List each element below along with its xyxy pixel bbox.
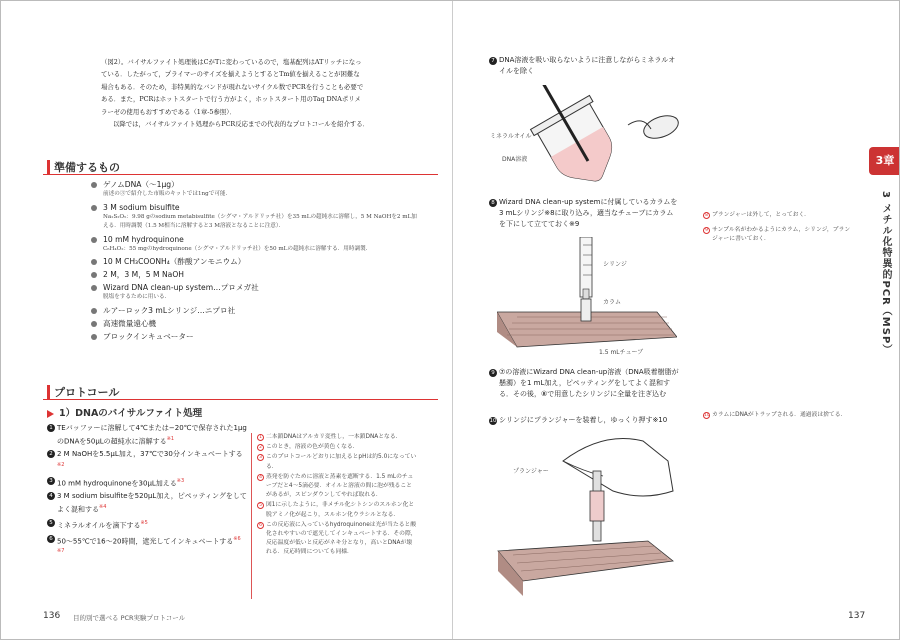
label-column: カラム <box>603 299 621 306</box>
side-notes <box>703 411 853 420</box>
step-number: 8 <box>489 199 497 207</box>
step-text: シリンジにプランジャーを装着し，ゆっくり押す※10 <box>499 416 668 424</box>
prep-heading-title: 準備するもの <box>54 161 120 174</box>
intro-line: 場合もある．そのため，非特異的なバンドが現れないサイクル数でPCRを行うことも必要で <box>101 82 364 91</box>
plunger-illustration <box>493 431 683 601</box>
note-number: 4 <box>257 474 264 481</box>
prep-item <box>91 331 421 342</box>
prep-list <box>91 179 421 344</box>
side-notes <box>703 211 853 245</box>
step-note-mark: ※3 <box>176 477 185 484</box>
note-text: カラムにDNAがトラップされる．通過液は捨てる． <box>712 412 847 418</box>
right-page <box>453 1 900 640</box>
prep-item <box>91 318 421 329</box>
intro-line: ラーゼの使用もおすすめである（1章-5参照）． <box>101 107 236 116</box>
heading-bar <box>47 160 50 174</box>
note-text: このとき，溶液の色が黄色くなる． <box>266 444 359 451</box>
step-note-mark: ※2 <box>57 461 65 468</box>
prep-item-name: 2 M，3 M，5 M NaOH <box>103 270 185 279</box>
page-number: 137 <box>848 611 866 621</box>
protocol-step <box>47 534 247 560</box>
label-dna-solution: DNA溶液 <box>502 156 528 163</box>
bullet-icon <box>91 272 97 278</box>
side-note <box>257 443 417 452</box>
step-text: 3 M sodium bisulfiteを520μL加え，ピペッティングをしてよく混和する <box>57 492 247 514</box>
step-number: 9 <box>489 369 497 377</box>
prep-item-name: 10 M CH₃COONH₄（酢酸アンモニウム） <box>103 257 246 266</box>
side-note <box>703 211 853 220</box>
note-text: 図1に示したように，非メチル化シトシンのスルホン化と脱アミノ化が起こり，スルホン化ウラシルとなる． <box>266 502 415 518</box>
step-text: 50〜55℃で16〜20時間，遮光してインキュベートする <box>57 536 234 545</box>
step-text: TEバッファーに溶解して4℃または−20℃で保存された1μgのDNAを50μLの超純水に溶解する <box>57 424 247 445</box>
intro-line: 以降では，バイサルファイト処理からPCR反応までの代表的なプロトコールを紹介する． <box>113 120 370 129</box>
prep-item <box>91 256 421 267</box>
note-text: このプロトコールどおりに加えるとpHは約5.0になっている． <box>266 454 417 470</box>
step-text: ⑦の溶液にWizard DNA clean-up溶液（DNA吸着樹脂が懸濁）を1 mL加え，ピペッティングをしてよく混和する．その後，⑧で用意したシリンジに全量を注ぎ込む <box>499 368 679 398</box>
chapter-tab: 3章 <box>869 147 900 175</box>
note-number: 3 <box>257 454 264 461</box>
note-number: 9 <box>703 227 710 234</box>
prep-item-name: 10 mM hydroquinone <box>103 234 184 244</box>
heading-bar <box>47 385 50 399</box>
footer-title: 目的別で選べる PCR実験プロトコール <box>73 614 186 622</box>
bullet-icon <box>91 182 97 188</box>
tube-illustration <box>483 85 693 195</box>
step-text: 2 M NaOHを5.5μL加え，37℃で30分インキュベートする <box>57 450 243 459</box>
protocol-step <box>47 518 247 531</box>
prep-heading <box>43 159 438 175</box>
intro-line: ある．また，PCRはホットスタートで行う方がよく，ホットスタート用のTaq DNAポリメ <box>101 95 361 104</box>
side-note <box>257 453 417 471</box>
step-number: 6 <box>47 535 55 543</box>
protocol-subheading-text: 1）DNAのバイサルファイト処理 <box>59 408 203 419</box>
note-text: 蒸発を防ぐために溶液と蒸素を遮断する．1.5 mLのチューブだと4〜5滴必要．オイルと溶液の間に泡が残ることがあるが，スピンダウンしてやれば取れる． <box>266 473 414 499</box>
protocol-step <box>489 415 679 426</box>
step-number: 3 <box>47 477 55 485</box>
prep-item-note: Na₂S₂O₅：9.98 gのsodium metabisulfite（シグマ・アルドリッチ社）を35 mLの超純水に溶解し，5 M NaOHを2 mL加える．用時調製（1.5 M相当に溶解すると3 M溶液となることに注意）． <box>103 213 417 229</box>
note-number: 10 <box>704 413 710 418</box>
prep-item-name: ブロックインキュベーター <box>103 331 194 341</box>
label-plunger: プランジャー <box>513 468 549 475</box>
protocol-step <box>489 55 679 77</box>
note-text: 二本鎖DNAはアルカリ変性し，一本鎖DNAとなる． <box>266 434 402 440</box>
protocol-steps <box>47 423 247 562</box>
intro-paragraph <box>101 56 421 130</box>
protocol-step <box>47 476 247 489</box>
bullet-icon <box>91 321 97 327</box>
side-notes <box>257 433 417 559</box>
bullet-icon <box>91 205 97 211</box>
intro-line: （図2）。バイサルファイト処理後はCがTに変わっているので，塩基配列はATリッチになっ <box>101 58 362 66</box>
step-note-mark: ※1 <box>166 435 175 442</box>
side-title: 3 メチル化特異的PCR（MSP） <box>880 191 891 356</box>
prep-item <box>91 202 421 232</box>
step-text: Wizard DNA clean-up systemに付属しているカラムを3 mLシリンジ※8に取り込み，適当なチューブにカラムを下にして立てておく※9 <box>499 198 678 228</box>
syringe-column-illustration <box>497 237 677 357</box>
step-number: 2 <box>47 450 55 458</box>
note-text: この反応液に入っているhydroquinoneは光が当たると酸化されやすいので遮光してインキュベートする．その際，反応温度が低いと反応がネキ分となり，高いとDNAが壊れる．反応時間についても同様． <box>266 521 417 556</box>
side-note <box>257 501 417 519</box>
step-number: 7 <box>489 57 497 65</box>
prep-item-name: 3 M sodium bisulfite <box>103 202 180 212</box>
prep-item <box>91 282 421 303</box>
step-text: ミネラルオイルを滴下する <box>57 521 141 530</box>
side-note <box>257 521 417 558</box>
bullet-icon <box>91 237 97 243</box>
protocol-step <box>489 367 679 400</box>
left-page <box>1 1 453 640</box>
side-note <box>257 433 417 442</box>
note-number: 8 <box>703 212 710 219</box>
protocol-step <box>47 423 247 446</box>
side-note <box>703 411 853 420</box>
step-number: 5 <box>47 519 55 527</box>
prep-item <box>91 234 421 255</box>
note-text: プランジャーは外して，とっておく． <box>712 212 810 218</box>
bullet-icon <box>91 334 97 340</box>
step-number: 1 <box>47 424 55 432</box>
prep-item <box>91 269 421 280</box>
step-note-mark: ※5 <box>140 519 148 526</box>
note-number: 6 <box>257 522 264 529</box>
prep-item-name: ゲノムDNA（〜1μg） <box>103 180 179 189</box>
protocol-subheading <box>47 405 202 419</box>
prep-item-note: C₆H₄O₂：55 mgのhydroquinone（シグマ・アルドリッチ社）を50 mLの超純水に溶解する．用時調製． <box>103 245 372 252</box>
step-number: 4 <box>47 492 55 500</box>
label-mineral-oil: ミネラルオイル <box>490 133 532 140</box>
bullet-icon <box>91 259 97 265</box>
step-number: 10 <box>489 418 497 424</box>
note-text: サンプル名がわかるようにカラム，シリンジ，プランジャーに書いておく． <box>712 227 851 243</box>
protocol-heading-title: プロトコール <box>54 386 120 399</box>
prep-item-name: Wizard DNA clean-up system…プロメガ社 <box>103 283 259 292</box>
prep-item <box>91 179 421 200</box>
bullet-icon <box>91 285 97 291</box>
notes-divider <box>251 433 252 599</box>
page-number: 136 <box>43 611 61 621</box>
step-note-mark: ※4 <box>99 503 107 510</box>
triangle-icon <box>47 410 54 418</box>
step-text: 10 mM hydroquinoneを30μL加える <box>57 478 177 487</box>
intro-line: ている．したがって，プライマーのサイズを揃えようとするとTm値を揃えることが困難な <box>101 70 360 79</box>
step-text: DNA溶液を吸い取らないように注意しながらミネラルオイルを除く <box>499 56 676 75</box>
prep-item-name: ルアーロック3 mLシリンジ…ニプロ社 <box>103 305 236 315</box>
note-number: 2 <box>257 444 264 451</box>
prep-item-note: 脱塩をするために用いる． <box>103 294 171 300</box>
note-number: 1 <box>257 434 264 441</box>
prep-item <box>91 305 421 316</box>
protocol-step <box>47 491 247 514</box>
label-tube: 1.5 mLチューブ <box>599 349 644 356</box>
prep-item-name: 高速微量遠心機 <box>103 318 157 328</box>
prep-item-note: 前述の③で紹介した市販のキットでは1ngで可能． <box>103 191 232 197</box>
protocol-step <box>47 449 247 472</box>
side-note <box>257 473 417 501</box>
protocol-step <box>489 197 679 230</box>
note-number: 5 <box>257 502 264 509</box>
side-note <box>703 226 853 244</box>
step-note-mark: ※6 ※7 <box>57 535 241 555</box>
label-syringe: シリンジ <box>603 261 627 268</box>
protocol-heading <box>43 384 438 400</box>
bullet-icon <box>91 308 97 314</box>
